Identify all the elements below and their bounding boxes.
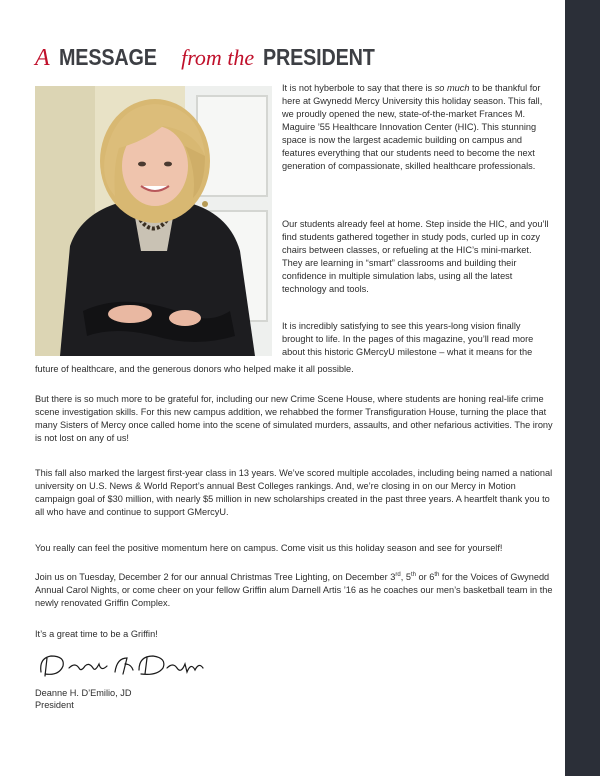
handwritten-signature	[35, 650, 205, 682]
letter-paragraph-3-end: future of healthcare, and the generous donors who helped make it all possible.	[35, 364, 354, 374]
signer-role: President	[35, 700, 74, 710]
letter-paragraph-2: Our students already feel at home. Step inside the HIC, and you’ll find students gathered together in study pods, curled up in cozy chairs between classes, or refueling at the HIC’s mini-market. They are learning in “smart” classrooms and building their confidence in multiple simulation labs, using all the latest technology and tools.	[282, 219, 549, 294]
title-from-the: from the	[181, 45, 255, 70]
letter-paragraph-1: It is not hyberbole to say that there is so much to be thankful for here at Gwynedd Mercy University this holiday season. This fall, we proudly opened the new, state-of-the-market Frances M. Maguire ’55 Healthcare Innovation Center (HIC). This stunning space is now the largest academic building on campus and features everything that our students need to become the next generation of compassionate, skilled healthcare professionals.	[282, 83, 543, 171]
letter-paragraph-3-start: It is incredibly satisfying to see this years-long vision finally brought to life. In the pages of this magazine, you’ll read more about this historic GMercyU milestone – what it means for the	[282, 321, 534, 357]
signer-name: Deanne H. D’Emilio, JD	[35, 688, 132, 698]
title-a: A	[35, 45, 50, 71]
title-message: MESSAGE	[58, 44, 157, 70]
title-president: PRESIDENT	[263, 44, 375, 70]
signer-block	[35, 687, 132, 711]
letter-paragraph-5: This fall also marked the largest first-year class in 13 years. We’ve scored multiple accolades, including being named a national university on U.S. News & World Report’s annual Best Colleges rankings. And, we’re closing in on our Mercy in Motion campaign goal of $30 million, with nearly $5 million in new scholarships created in the past three years. A heartfelt thank you to all who have and continue to support GMercyU.	[35, 468, 553, 517]
letter-paragraph-6: You really can feel the positive momentum here on campus. Come visit us this holiday season and see for yourself!	[35, 543, 503, 553]
letter-paragraph-7: Join us on Tuesday, December 2 for our annual Christmas Tree Lighting, on December 3rd, 5th or 6th for the Voices of Gwynedd Annual Carol Nights, or come cheer on your fellow Griffin alum Darnell Artis ’16 as he coaches our men’s basketball team in the newly renovated Griffin Complex.	[35, 571, 553, 608]
letter-closing-line: It’s a great time to be a Griffin!	[35, 629, 158, 639]
right-sidebar-band	[565, 0, 600, 776]
page-title	[35, 38, 393, 70]
president-portrait-photo	[35, 86, 272, 356]
letter-paragraph-4: But there is so much more to be grateful for, including our new Crime Scene House, where students are honing real-life crime scene investigation skills. For this new campus addition, we rehabbed the former Transfiguration House, turning the place that many Sisters of Mercy once called home into the scene of simulated murders, assaults, and other nefarious activities. The irony is not lost on any of us!	[35, 394, 553, 443]
